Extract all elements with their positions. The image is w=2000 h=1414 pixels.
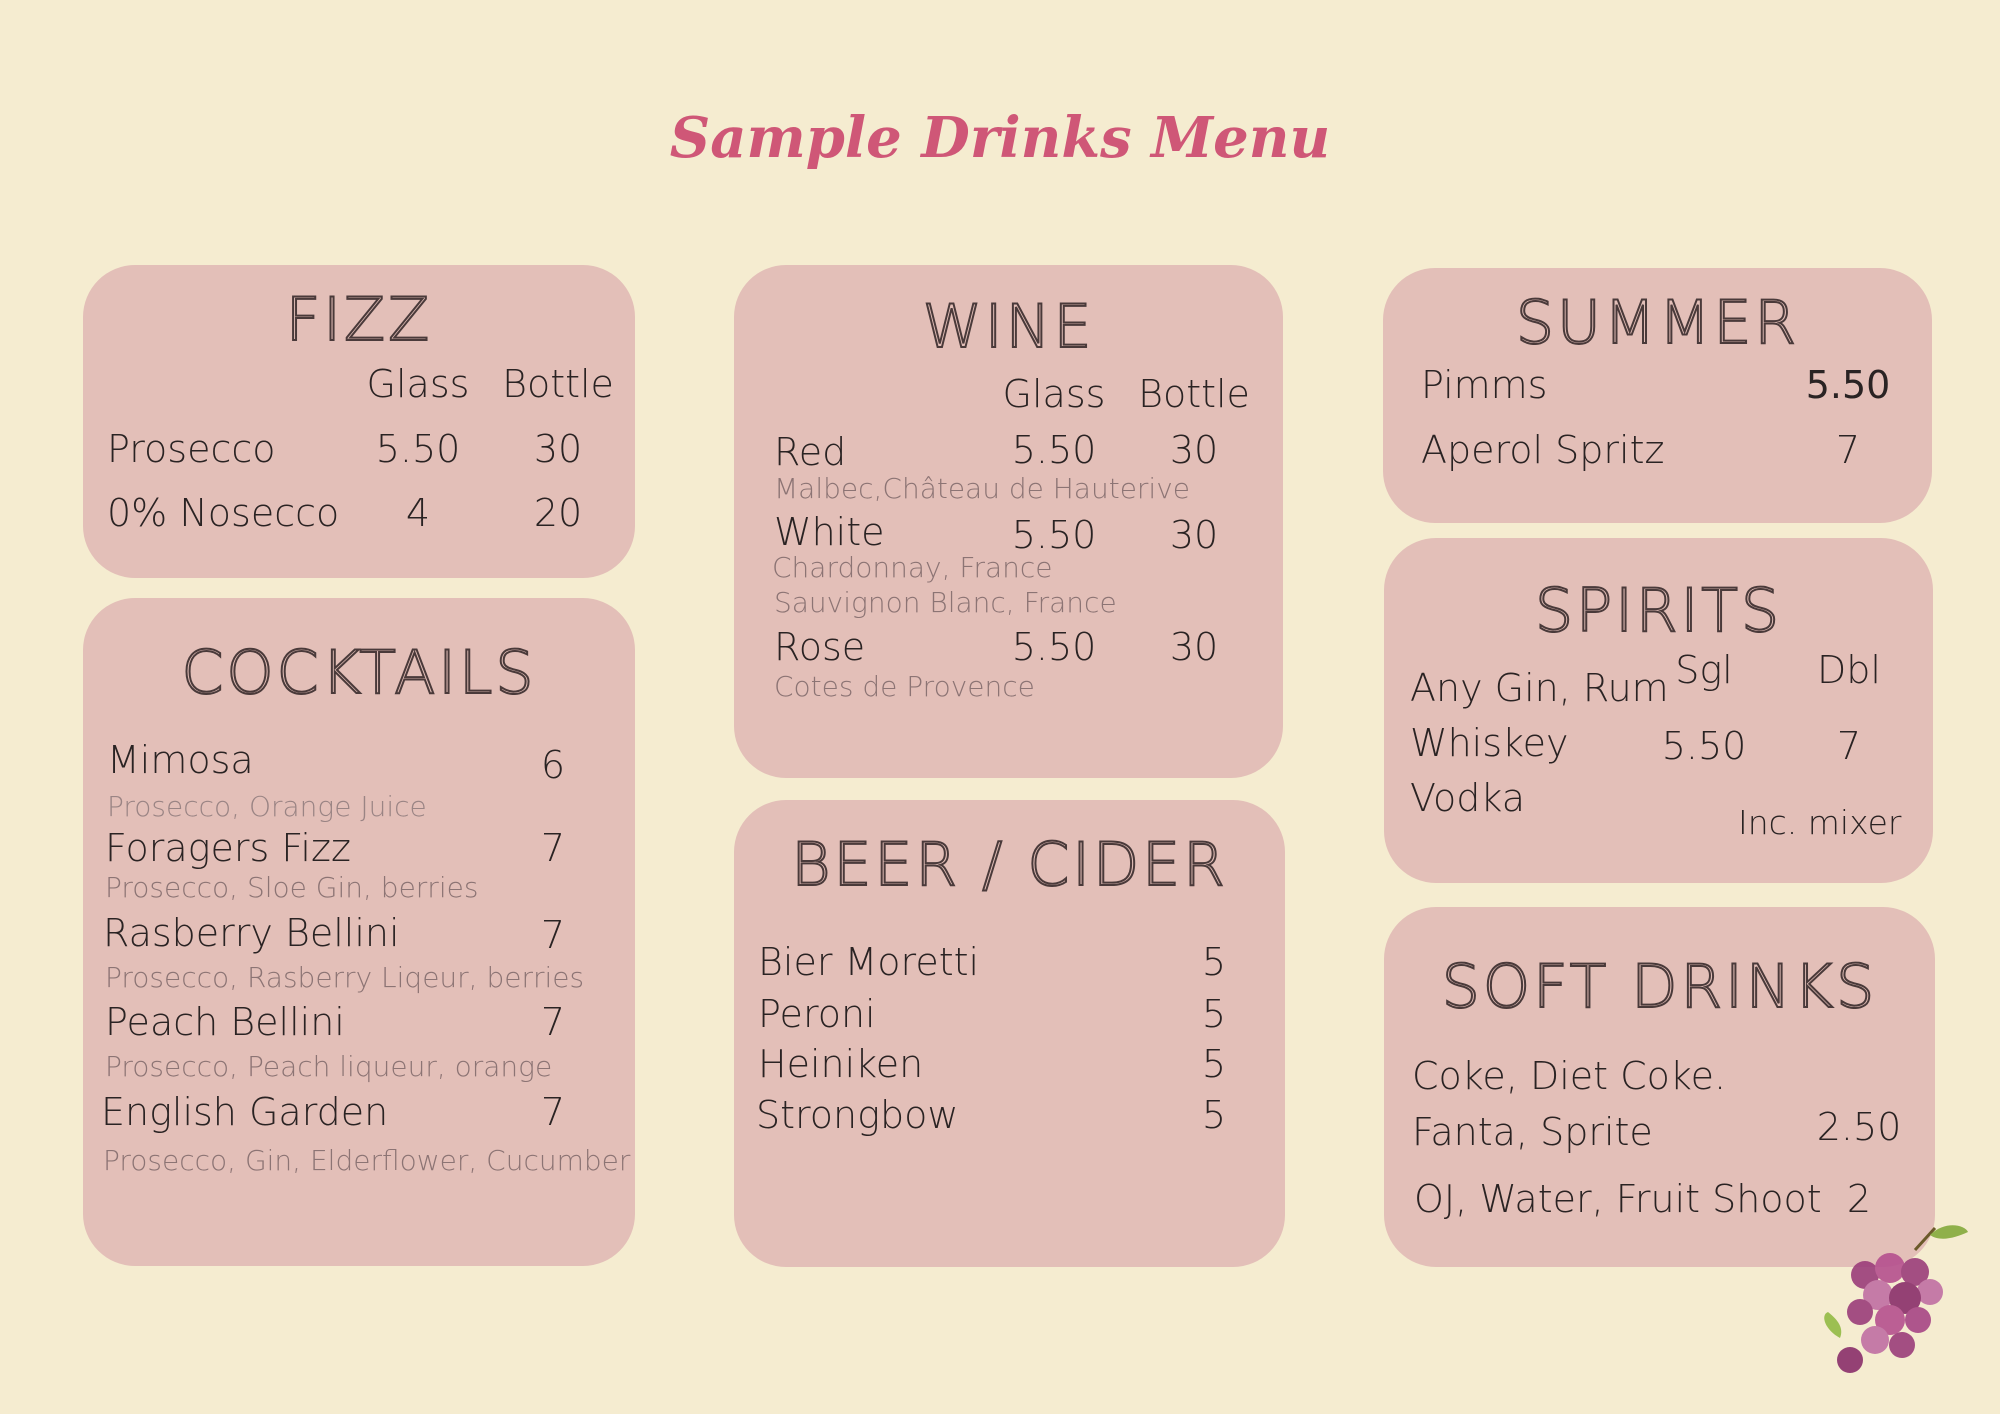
cocktails-heading: COCKTAILS	[181, 638, 537, 708]
wine-item-name: White	[774, 510, 885, 554]
wine-card	[734, 265, 1283, 778]
cocktail-description: Prosecco, Orange Juice	[107, 790, 427, 823]
wine-item-glass: 5.50	[1011, 513, 1097, 557]
cocktail-name: English Garden	[101, 1090, 389, 1134]
cocktail-price: 7	[540, 1090, 566, 1134]
spirits-sgl-price: 5.50	[1661, 724, 1747, 768]
wine-heading: WINE	[922, 292, 1095, 362]
cocktail-name: Foragers Fizz	[105, 826, 351, 870]
fizz-item-bottle: 20	[533, 491, 583, 535]
summer-item-name: Pimms	[1421, 363, 1548, 407]
spirits-card	[1384, 538, 1933, 883]
wine-item-description: Sauvignon Blanc, France	[774, 586, 1117, 619]
spirits-name: Any Gin, Rum	[1410, 666, 1669, 710]
beer-item-price: 5	[1201, 992, 1227, 1036]
fizz-item-glass: 4	[405, 491, 431, 535]
fizz-item-glass: 5.50	[375, 427, 461, 471]
spirits-note: Inc. mixer	[1738, 803, 1902, 842]
soft-drinks-line: OJ, Water, Fruit Shoot	[1414, 1177, 1822, 1221]
beer-cider-heading: BEER / CIDER	[791, 830, 1228, 900]
fizz-col-glass: Glass	[366, 362, 470, 406]
wine-item-bottle: 30	[1169, 513, 1219, 557]
soft-drinks-card	[1384, 907, 1935, 1267]
spirits-col-sgl: Sgl	[1675, 648, 1733, 692]
spirits-dbl-price: 7	[1836, 724, 1862, 768]
beer-item-name: Bier Moretti	[758, 940, 980, 984]
wine-item-bottle: 30	[1169, 625, 1219, 669]
cocktail-name: Rasberry Bellini	[103, 911, 400, 955]
wine-item-description: Cotes de Provence	[774, 670, 1035, 703]
cocktail-name: Mimosa	[107, 738, 254, 782]
wine-item-glass: 5.50	[1011, 428, 1097, 472]
wine-item-description: Malbec,Château de Hauterive	[774, 472, 1191, 505]
soft-drinks-heading: SOFT DRINKS	[1441, 952, 1878, 1022]
cocktail-description: Prosecco, Gin, Elderflower, Cucumber	[103, 1144, 631, 1177]
wine-item-glass: 5.50	[1011, 625, 1097, 669]
summer-item-price: 7	[1835, 428, 1861, 472]
cocktail-name: Peach Bellini	[105, 1000, 345, 1044]
cocktail-price: 7	[540, 826, 566, 870]
fizz-item-name: 0% Nosecco	[107, 491, 340, 535]
spirits-col-dbl: Dbl	[1817, 648, 1881, 692]
fizz-heading: FIZZ	[285, 285, 433, 355]
soft-drinks-line: Fanta, Sprite	[1412, 1110, 1653, 1154]
cocktail-description: Prosecco, Rasberry Liqeur, berries	[105, 961, 585, 994]
grapes-illustration	[1820, 1220, 1970, 1380]
beer-item-price: 5	[1201, 1042, 1227, 1086]
spirits-name: Vodka	[1410, 776, 1526, 820]
wine-col-glass: Glass	[1002, 372, 1106, 416]
fizz-item-name: Prosecco	[107, 427, 276, 471]
spirits-heading: SPIRITS	[1534, 576, 1783, 646]
beer-item-name: Peroni	[758, 992, 876, 1036]
cocktail-description: Prosecco, Sloe Gin, berries	[105, 871, 479, 904]
cocktail-description: Prosecco, Peach liqueur, orange	[105, 1050, 553, 1083]
beer-item-price: 5	[1201, 1093, 1227, 1137]
menu-title: Sample Drinks Menu	[669, 105, 1331, 171]
wine-item-name: Rose	[774, 625, 866, 669]
spirits-name: Whiskey	[1410, 721, 1569, 765]
cocktails-card	[83, 598, 635, 1266]
wine-col-bottle: Bottle	[1138, 372, 1250, 416]
beer-item-name: Heiniken	[758, 1042, 924, 1086]
beer-item-price: 5	[1201, 940, 1227, 984]
beer-item-name: Strongbow	[756, 1093, 959, 1137]
summer-card	[1383, 268, 1932, 523]
wine-item-bottle: 30	[1169, 428, 1219, 472]
fizz-col-bottle: Bottle	[502, 362, 614, 406]
soft-drinks-price: 2	[1846, 1177, 1872, 1221]
cocktail-price: 7	[540, 913, 566, 957]
cocktail-price: 7	[540, 1000, 566, 1044]
soft-drinks-line: Coke, Diet Coke.	[1412, 1054, 1727, 1098]
fizz-item-bottle: 30	[533, 427, 583, 471]
fizz-card	[83, 265, 635, 578]
wine-item-name: Red	[774, 430, 847, 474]
soft-drinks-price: 2.50	[1816, 1105, 1902, 1149]
summer-heading: SUMMER	[1515, 288, 1800, 358]
beer-cider-card	[734, 800, 1285, 1267]
summer-item-price: 5.50	[1805, 363, 1891, 407]
summer-item-name: Aperol Spritz	[1421, 428, 1665, 472]
cocktail-price: 6	[540, 743, 566, 787]
wine-item-description: Chardonnay, France	[772, 551, 1053, 584]
